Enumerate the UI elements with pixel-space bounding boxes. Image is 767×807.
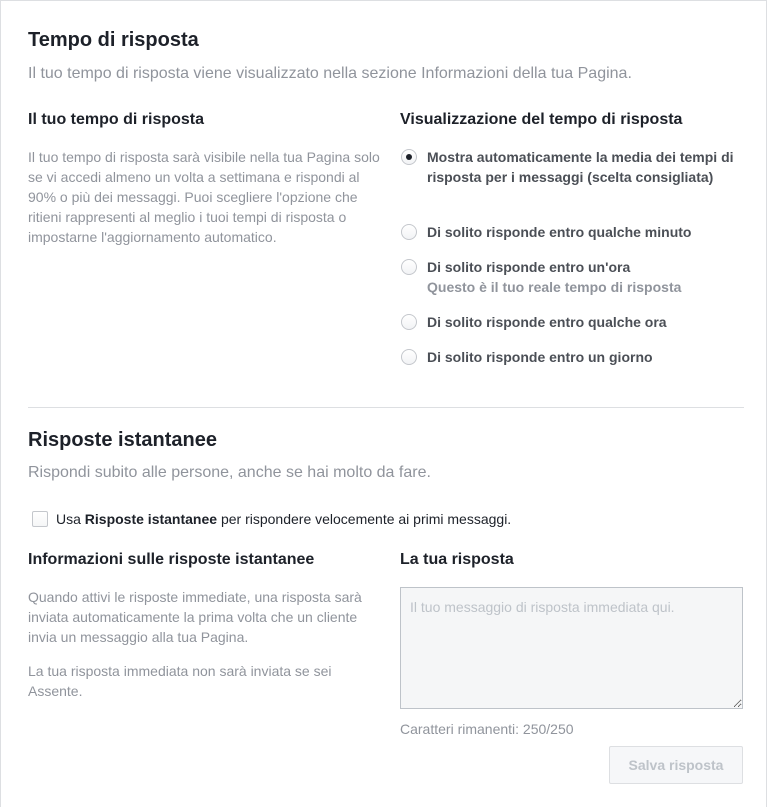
section-divider: [28, 407, 744, 408]
instant-replies-info-text: Quando attivi le risposte immediate, una risposta sarà inviata automaticamente la prima volta che un cliente invia un messaggio alla tua Pagina.: [28, 589, 362, 645]
radio-option-label: Di solito risponde entro un'ora: [427, 259, 631, 275]
instant-replies-title: Risposte istantanee: [28, 429, 217, 451]
actual-response-time-note: Questo è il tuo reale tempo di risposta: [427, 279, 682, 295]
response-time-heading: Il tuo tempo di risposta: [28, 111, 205, 128]
instant-replies-checkbox[interactable]: [32, 511, 48, 527]
instant-reply-textarea[interactable]: [400, 587, 743, 709]
radio-button-checked[interactable]: [401, 149, 417, 165]
radio-option-label: Mostra automaticamente la media dei tempi di risposta per i messaggi (scelta consigliata): [427, 149, 734, 185]
radio-button[interactable]: [401, 314, 417, 330]
response-time-subtitle: Il tuo tempo di risposta viene visualizzato nella sezione Informazioni della tua Pagina.: [28, 65, 632, 82]
instant-replies-info-heading: Informazioni sulle risposte istantanee: [28, 551, 315, 568]
your-reply-heading: La tua risposta: [400, 551, 514, 568]
instant-replies-subtitle: Rispondi subito alle persone, anche se hai molto da fare.: [28, 464, 431, 481]
instant-replies-toggle[interactable]: [32, 511, 511, 527]
radio-option-label: Di solito risponde entro un giorno: [427, 349, 653, 365]
radio-option-label: Di solito risponde entro qualche minuto: [427, 224, 692, 240]
radio-button[interactable]: [401, 259, 417, 275]
instant-replies-away-note: La tua risposta immediata non sarà inviata se sei Assente.: [28, 663, 332, 699]
response-display-heading: Visualizzazione del tempo di risposta: [400, 111, 683, 128]
radio-option-hours[interactable]: [401, 312, 746, 332]
radio-option-hour[interactable]: [401, 257, 746, 297]
response-time-description: Il tuo tempo di risposta sarà visibile nella tua Pagina solo se vi accedi almeno un volta a settimana e rispondi al 90% o più dei messaggi. Puoi scegliere l'opzione che ritieni rappresenti al meglio i tuoi tempi di risposta o impostarne l'aggiornamento automatico.: [28, 149, 380, 245]
save-reply-button[interactable]: Salva risposta: [609, 746, 743, 784]
radio-option-label: Di solito risponde entro qualche ora: [427, 314, 667, 330]
radio-option-minutes[interactable]: [401, 222, 746, 242]
characters-remaining: Caratteri rimanenti: 250/250: [400, 721, 574, 737]
radio-option-day[interactable]: [401, 347, 746, 367]
instant-replies-checkbox-label: Usa Risposte istantanee per rispondere velocemente ai primi messaggi.: [56, 511, 512, 527]
radio-button[interactable]: [401, 224, 417, 240]
radio-option-automatic[interactable]: [401, 147, 746, 187]
response-time-title: Tempo di risposta: [28, 29, 199, 51]
radio-button[interactable]: [401, 349, 417, 365]
